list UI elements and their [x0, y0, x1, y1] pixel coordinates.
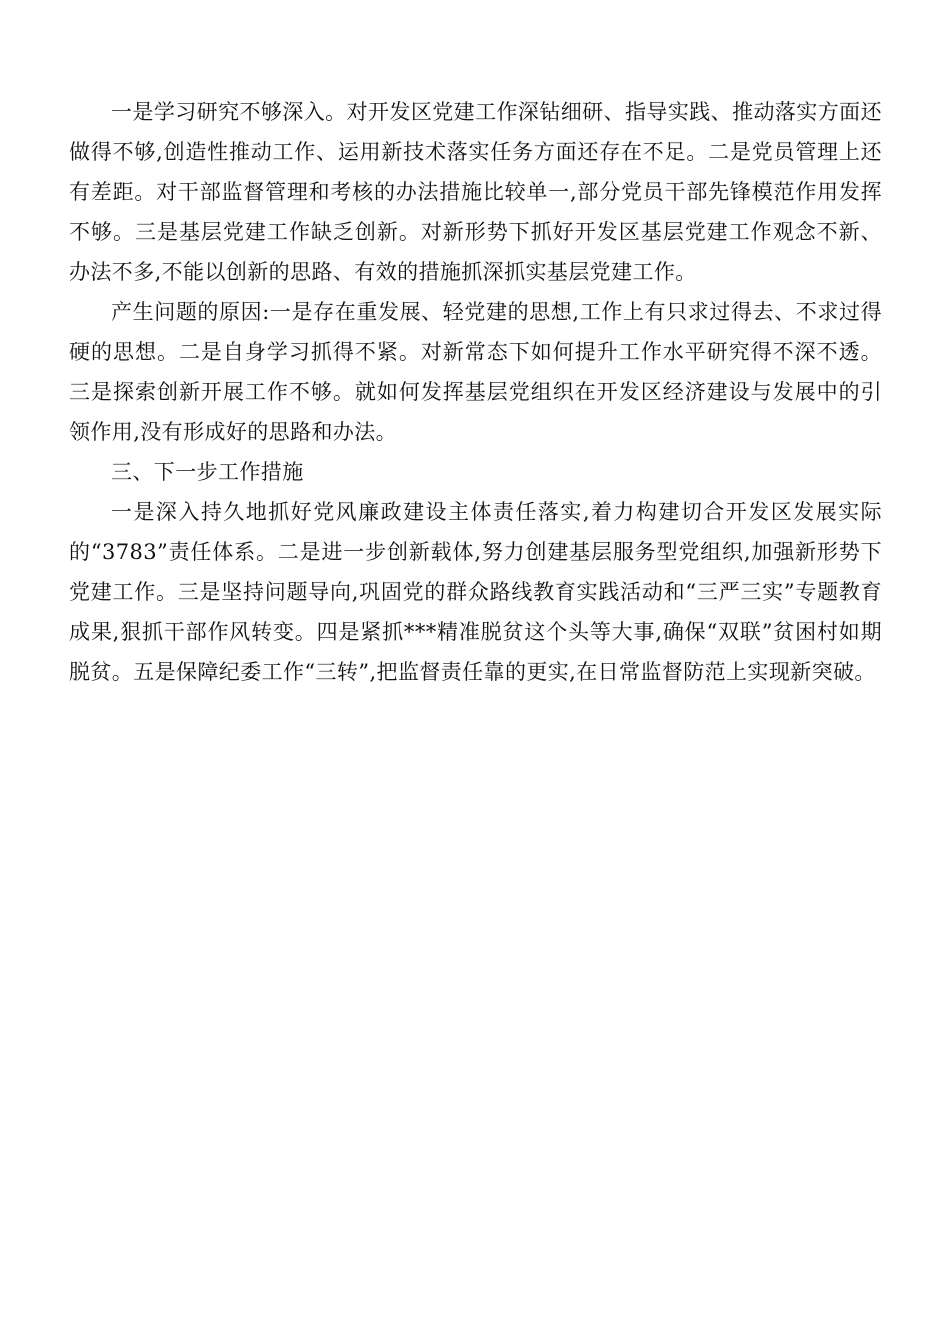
section-heading: 三、下一步工作措施	[111, 460, 304, 484]
measures-paragraph: 一是深入持久地抓好党风廉政建设主体责任落实,着力构建切合开发区发展实际的“3783”责任体系。二是进一步创新载体,努力创建基层服务型党组织,加强新形势下党建工作。三是坚持问题导向,巩固党的群众路线教育实践活动和“三严三实”专题教育成果,狠抓干部作风转变。四是紧抓***精准脱贫这个头等大事,确保“双联”贫困村如期脱贫。五是保障纪委工作“三转”,把监督责任靠的更实,在日常监督防范上实现新突破。	[69, 500, 882, 684]
causes-paragraph: 产生问题的原因:一是存在重发展、轻党建的思想,工作上有只求过得去、不求过得硬的思想。二是自身学习抓得不紧。对新常态下如何提升工作水平研究得不深不透。三是探索创新开展工作不够。就如何发挥基层党组织在开发区经济建设与发展中的引领作用,没有形成好的思路和办法。	[69, 300, 882, 444]
document-body	[69, 92, 882, 692]
problems-paragraph: 一是学习研究不够深入。对开发区党建工作深钻细研、指导实践、推动落实方面还做得不够,创造性推动工作、运用新技术落实任务方面还存在不足。二是党员管理上还有差距。对干部监督管理和考核的办法措施比较单一,部分党员干部先锋模范作用发挥不够。三是基层党建工作缺乏创新。对新形势下抓好开发区基层党建工作观念不新、办法不多,不能以创新的思路、有效的措施抓深抓实基层党建工作。	[69, 100, 882, 284]
